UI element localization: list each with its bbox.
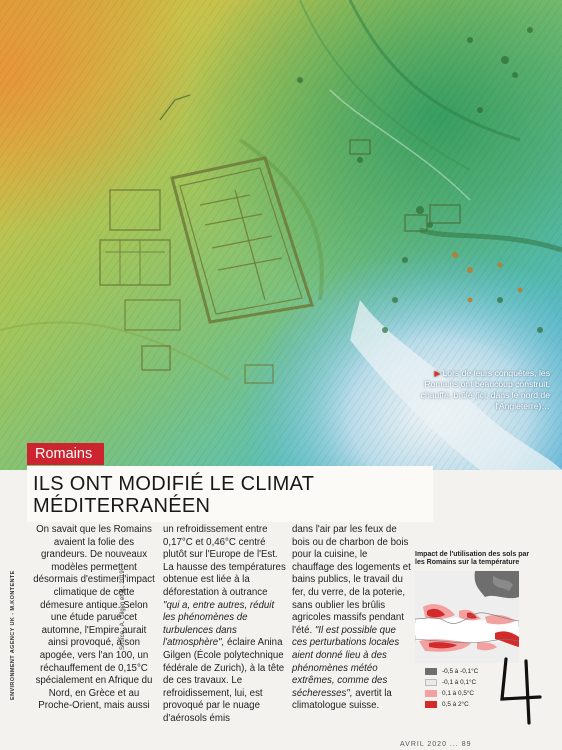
legend-label: -0,5 à -0,1°C [442,668,479,675]
legend-item [425,688,478,699]
handwritten-number-mark [496,655,546,725]
caption-text: Lors de leurs conquêtes, les Romains ont beaucoup construit, chauffé, brûlé (ici, dans le nord de l'Angleterre)… [420,368,550,411]
column-3-part-a: dans l'air par les feux de bois ou de charbon de bois pour la cuisine, le chauffage des logements et bains publics, le travail du fer, du verre, de la poterie, sans oublier les brûlis agricoles massifs pendant l'été. [292,524,411,636]
legend-swatch-0 [425,668,437,675]
legend-item [425,677,478,688]
column-3-text [292,524,412,713]
column-2-part-b: éclaire Anina Gilgen (École polytechnique fédérale de Zurich), à la tête de ces travaux. Le refroidissement, lui, est provoqué par le nuage d'aérosols émis [163,637,285,724]
column-2-quote: "qui a, entre autres, réduit les phénomènes de turbulences dans l'atmosphère", [163,599,275,649]
page-footer: AVRIL 2020 ... 89 [400,741,472,748]
photo-credit: ENVIRONMENT AGENCY UK - M.KONTENTE [10,570,16,700]
article-column-1 [31,524,157,713]
image-caption [410,368,550,412]
legend-item [425,666,478,677]
column-2-text [163,524,286,726]
legend-item [425,699,478,710]
legend-label: 0,5 à 2°C [442,701,469,708]
infographic-title: Impact de l'utilisation des sols par les Romains sur la température [415,551,530,566]
legend-label: 0,1 à 0,5°C [442,690,475,697]
headline: ILS ONT MODIFIÉ LE CLIMAT MÉDITERRANÉEN [33,473,314,517]
mediterranean-map [415,571,519,663]
column-1-text: On savait que les Romains avaient la folie des grandeurs. De nouveaux modèles permettent désormais d'estimer l'impact climatique de cette démesure antique. Selon une étude parue cet automne, l'Empire aurait ainsi provoqué, à son apogée, vers l'an 100, un réchauffement de 0,15°C spécialement en Afrique du Nord, en Grèce et au Proche-Orient, mais aussi [33,524,155,712]
legend-label: -0,1 à 0,1°C [442,679,477,686]
article-column-3 [292,524,412,713]
column-3-part-b: avertit la climatologue suisse. [292,687,392,712]
article-column-2 [163,524,286,726]
caption-bullet-icon: ▶ [434,369,441,378]
infographic-source: Source : A. Gilgen et al., 2019 [120,570,126,650]
legend-swatch-2 [425,690,437,697]
temperature-infographic [415,551,533,567]
section-tag: Romains [27,443,104,465]
column-2-part-a: un refroidissement entre 0,17°C et 0,46°C centré plutôt sur l'Europe de l'Est. La hausse des températures obtenue est liée à la déforestation à outrance [163,524,286,598]
legend-swatch-1 [425,679,437,686]
column-3-quote: "Il est possible que ces perturbations locales aient donné lieu à des phénomènes météo extrêmes, comme des sécheresses", [292,624,400,699]
infographic-legend [425,666,478,710]
legend-swatch-3 [425,701,437,708]
